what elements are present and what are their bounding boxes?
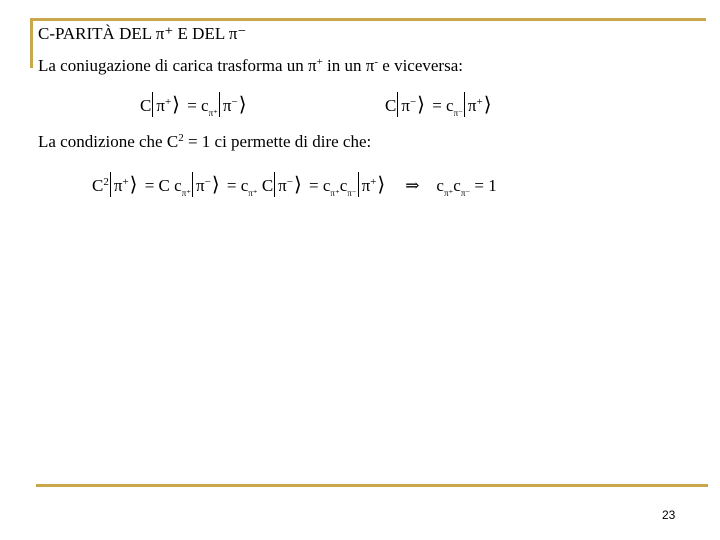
line1-sup-plus: + [316, 56, 323, 68]
line1-sup-minus: - [374, 56, 379, 68]
equation-2: C π− ⟩ = $c_{\pi^-}$ π+ ⟩ [385, 92, 495, 117]
left-rule [30, 18, 33, 68]
line1-text-a: La coniugazione di carica trasforma un π [38, 56, 317, 75]
top-rule [30, 18, 706, 21]
bottom-rule [36, 484, 708, 487]
line1-text-b: in un π [322, 56, 375, 75]
line2-text-a: La condizione che C [38, 132, 179, 151]
slide-title: C-PARITÀ DEL π⁺ E DEL π⁻ [38, 24, 247, 43]
line1-text-c: e viceversa: [378, 56, 463, 75]
equation-3: $C^2$ π+ ⟩ = C $c_{\pi^+}$ π− ⟩ = $c_{\pi^+}$ C π− ⟩ = $c_{\pi^+}c_{\pi^-}$ π+ ⟩ ⇒ $c_{\pi^+}c_{\pi^-} = 1$ [92, 172, 497, 197]
line2-sup-2: 2 [178, 132, 184, 144]
text-line-1 [38, 56, 463, 76]
page-number: 23 [662, 508, 676, 522]
text-line-2 [38, 132, 371, 152]
line2-text-b: = 1 ci permette di dire che: [183, 132, 372, 151]
equation-1: C π+ ⟩ = $c_{\pi^+}$ π− ⟩ [140, 92, 250, 117]
